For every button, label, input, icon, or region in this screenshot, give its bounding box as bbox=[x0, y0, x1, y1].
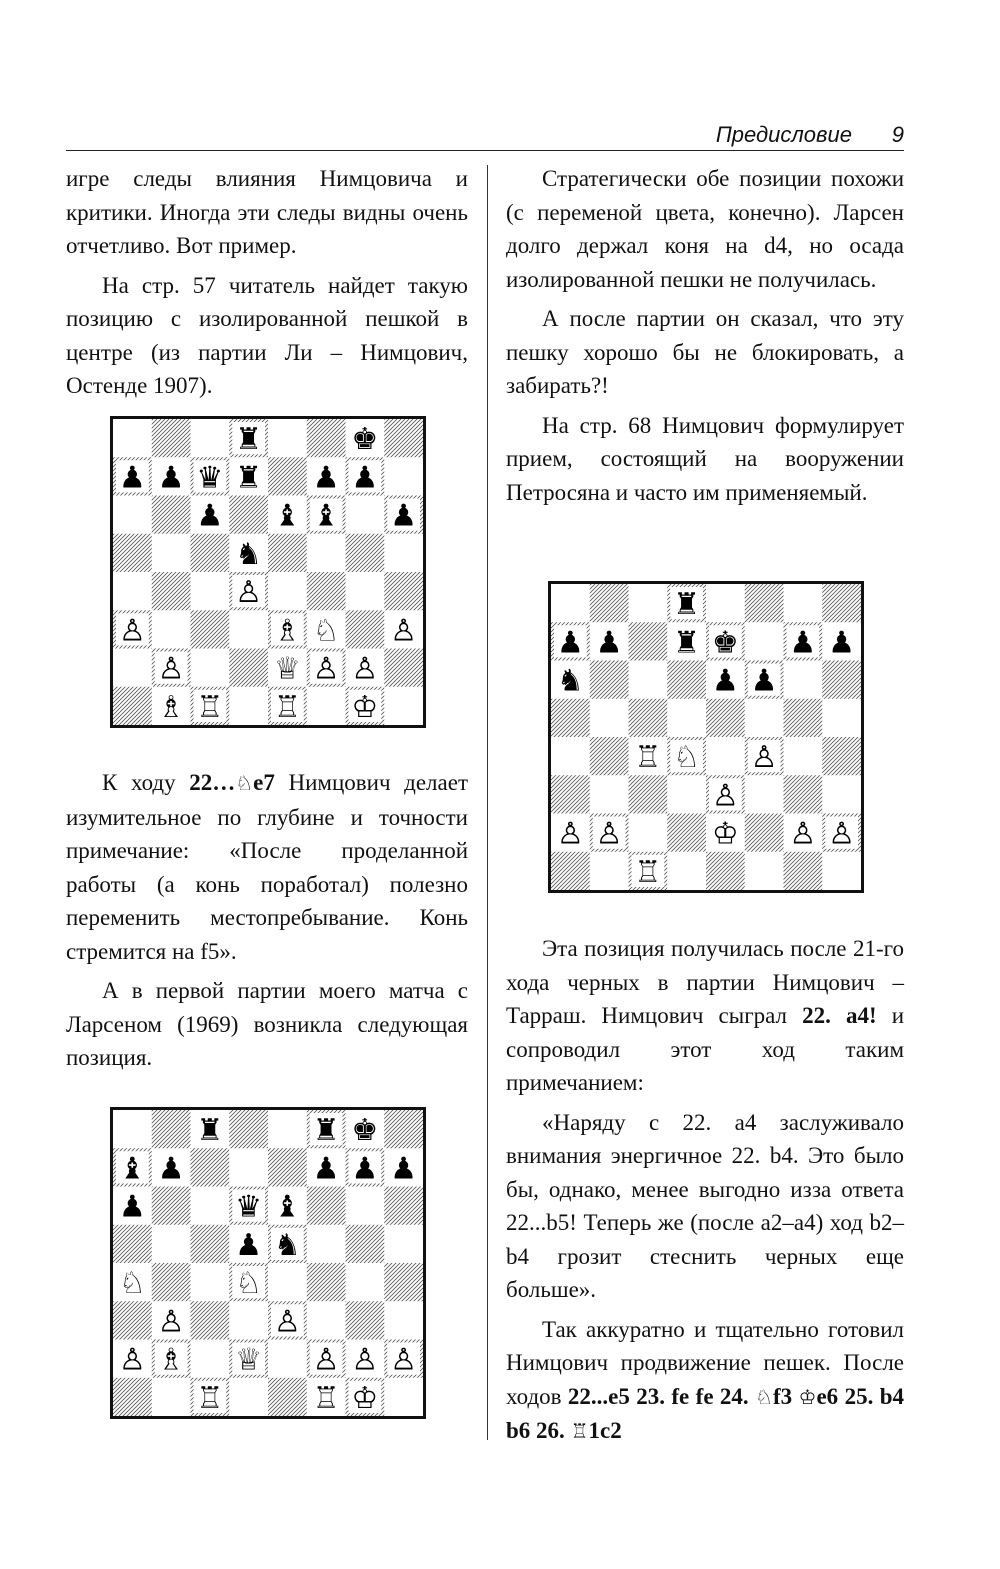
dark-square bbox=[346, 1301, 385, 1339]
dark-square bbox=[113, 1378, 152, 1416]
dark-square bbox=[268, 457, 307, 495]
dark-square bbox=[191, 1225, 230, 1263]
black-rook-icon: ♜ bbox=[196, 1113, 224, 1149]
black-king-icon: ♚ bbox=[351, 1113, 379, 1149]
white-pawn-icon: ♙ bbox=[711, 778, 739, 814]
black-pawn-icon: ♟ bbox=[351, 460, 379, 496]
black-rook-icon: ♜ bbox=[235, 422, 263, 458]
rook-icon: ♖ bbox=[570, 1419, 589, 1443]
white-king-icon: ♔ bbox=[711, 816, 739, 852]
dark-square bbox=[745, 584, 784, 622]
white-pawn-icon: ♙ bbox=[235, 575, 263, 611]
dark-square bbox=[152, 1187, 191, 1225]
dark-square bbox=[784, 775, 823, 813]
paragraph: Стратегически обе позиции похожи (с переменой цвета, конечно). Ларсен долго держал коня на d4, но осада изолированной пешки не получилась. bbox=[506, 166, 904, 292]
white-bishop-icon: ♗ bbox=[157, 1342, 185, 1378]
black-knight-icon: ♞ bbox=[273, 1227, 301, 1263]
dark-square bbox=[384, 1187, 423, 1225]
white-pawn-icon: ♙ bbox=[390, 1342, 418, 1378]
running-head bbox=[66, 118, 904, 151]
king-icon: ♔ bbox=[798, 1384, 817, 1409]
dark-square bbox=[784, 852, 823, 890]
dark-square bbox=[268, 534, 307, 572]
white-king-icon: ♔ bbox=[351, 1380, 379, 1416]
white-pawn-icon: ♙ bbox=[828, 816, 856, 852]
dark-square bbox=[346, 534, 385, 572]
black-pawn-icon: ♟ bbox=[235, 1227, 263, 1263]
white-rook-icon: ♖ bbox=[273, 689, 301, 725]
black-pawn-icon: ♟ bbox=[157, 460, 185, 496]
white-knight-icon: ♘ bbox=[673, 740, 701, 776]
dark-square bbox=[191, 1301, 230, 1339]
paragraph: игре следы влияния Нимцовича и критики. Иногда эти следы видны очень отчетливо. Вот пример. bbox=[66, 166, 468, 258]
left-column-middle bbox=[66, 766, 468, 1081]
black-pawn-icon: ♟ bbox=[118, 460, 146, 496]
black-bishop-icon: ♝ bbox=[118, 1151, 146, 1187]
black-rook-icon: ♜ bbox=[235, 460, 263, 496]
dark-square bbox=[113, 1225, 152, 1263]
chess-diagram-1 bbox=[110, 416, 426, 728]
white-bishop-icon: ♗ bbox=[273, 613, 301, 649]
running-head-title: Предисловие bbox=[715, 122, 852, 147]
dark-square bbox=[629, 699, 668, 737]
white-rook-icon: ♖ bbox=[196, 689, 224, 725]
white-pawn-icon: ♙ bbox=[157, 1304, 185, 1340]
black-pawn-icon: ♟ bbox=[351, 1151, 379, 1187]
paragraph: На стр. 68 Нимцович формулирует прием, состоящий на вооружении Петросяна и часто им применяемый. bbox=[506, 412, 904, 505]
dark-square bbox=[191, 610, 230, 648]
black-pawn-icon: ♟ bbox=[750, 663, 778, 699]
knight-icon: ♘ bbox=[235, 771, 254, 795]
dark-square bbox=[307, 1263, 346, 1301]
paragraph: К ходу 22…♘e7 Нимцович делает изумительное по глубине и точности примечание: «После проделанной работы (а конь поработал) полезно переменить местопребывание. Конь стремится на f5». bbox=[66, 770, 468, 964]
dark-square bbox=[629, 775, 668, 813]
white-pawn-icon: ♙ bbox=[390, 613, 418, 649]
black-pawn-icon: ♟ bbox=[196, 498, 224, 534]
white-rook-icon: ♖ bbox=[634, 854, 662, 890]
chess-diagram-3 bbox=[548, 581, 864, 893]
board-karpov-larsen-svg bbox=[113, 1110, 423, 1416]
dark-square bbox=[784, 699, 823, 737]
black-pawn-icon: ♟ bbox=[595, 625, 623, 661]
white-pawn-icon: ♙ bbox=[789, 816, 817, 852]
paragraph: Эта позиция получилась после 21-го хода черных в партии Нимцович – Тарраш. Нимцович сыграл 22. a4! и сопроводил этот ход таким примечанием: bbox=[506, 936, 904, 1095]
white-pawn-icon: ♙ bbox=[312, 1342, 340, 1378]
dark-square bbox=[268, 1148, 307, 1186]
black-pawn-icon: ♟ bbox=[312, 460, 340, 496]
chess-diagram-2 bbox=[110, 1107, 426, 1419]
black-pawn-icon: ♟ bbox=[556, 625, 584, 661]
black-pawn-icon: ♟ bbox=[312, 1151, 340, 1187]
dark-square bbox=[384, 419, 423, 457]
dark-square bbox=[191, 1148, 230, 1186]
dark-square bbox=[346, 610, 385, 648]
white-queen-icon: ♕ bbox=[235, 1342, 263, 1378]
dark-square bbox=[667, 814, 706, 852]
black-bishop-icon: ♝ bbox=[273, 1189, 301, 1225]
white-pawn-icon: ♙ bbox=[351, 1342, 379, 1378]
dark-square bbox=[384, 572, 423, 610]
dark-square bbox=[551, 775, 590, 813]
black-knight-icon: ♞ bbox=[235, 536, 263, 572]
black-rook-icon: ♜ bbox=[673, 587, 701, 623]
dark-square bbox=[152, 1110, 191, 1148]
dark-square bbox=[384, 1110, 423, 1148]
page-number: 9 bbox=[891, 122, 904, 147]
white-pawn-icon: ♙ bbox=[312, 651, 340, 687]
white-pawn-icon: ♙ bbox=[556, 816, 584, 852]
white-queen-icon: ♕ bbox=[273, 651, 301, 687]
black-pawn-icon: ♟ bbox=[157, 1151, 185, 1187]
board-nimzowitsch-tarrasch-svg bbox=[551, 584, 861, 890]
black-bishop-icon: ♝ bbox=[312, 498, 340, 534]
dark-square bbox=[229, 649, 268, 687]
dark-square bbox=[346, 1225, 385, 1263]
dark-square bbox=[822, 584, 861, 622]
column-divider bbox=[487, 165, 488, 1440]
paragraph: Так аккуратно и тщательно готовил Нимцович продвижение пешек. После ходов 22...e5 23. fe fe 24. ♘f3 ♔e6 25. b4 b6 26. ♖1c2 bbox=[506, 1316, 904, 1443]
dark-square bbox=[152, 419, 191, 457]
black-pawn-icon: ♟ bbox=[390, 498, 418, 534]
black-pawn-icon: ♟ bbox=[390, 1151, 418, 1187]
white-bishop-icon: ♗ bbox=[157, 689, 185, 725]
white-knight-icon: ♘ bbox=[118, 1266, 146, 1302]
white-pawn-icon: ♙ bbox=[157, 651, 185, 687]
dark-square bbox=[307, 419, 346, 457]
dark-square bbox=[590, 661, 629, 699]
paragraph: А в первой партии моего матча с Ларсеном (1969) возникла следующая позиция. bbox=[66, 978, 468, 1070]
black-pawn-icon: ♟ bbox=[118, 1189, 146, 1225]
white-pawn-icon: ♙ bbox=[118, 613, 146, 649]
white-rook-icon: ♖ bbox=[196, 1380, 224, 1416]
dark-square bbox=[551, 699, 590, 737]
dark-square bbox=[384, 649, 423, 687]
black-bishop-icon: ♝ bbox=[273, 498, 301, 534]
dark-square bbox=[551, 852, 590, 890]
dark-square bbox=[745, 814, 784, 852]
black-pawn-icon: ♟ bbox=[828, 625, 856, 661]
black-queen-icon: ♛ bbox=[235, 1189, 263, 1225]
white-pawn-icon: ♙ bbox=[351, 651, 379, 687]
dark-square bbox=[307, 572, 346, 610]
dark-square bbox=[590, 737, 629, 775]
dark-square bbox=[113, 534, 152, 572]
dark-square bbox=[590, 584, 629, 622]
dark-square bbox=[822, 737, 861, 775]
dark-square bbox=[667, 661, 706, 699]
left-column-top bbox=[66, 162, 468, 409]
dark-square bbox=[706, 699, 745, 737]
black-king-icon: ♚ bbox=[351, 422, 379, 458]
black-knight-icon: ♞ bbox=[556, 663, 584, 699]
white-king-icon: ♔ bbox=[351, 689, 379, 725]
dark-square bbox=[229, 496, 268, 534]
black-queen-icon: ♛ bbox=[196, 460, 224, 496]
white-knight-icon: ♘ bbox=[235, 1266, 263, 1302]
white-pawn-icon: ♙ bbox=[273, 1304, 301, 1340]
dark-square bbox=[706, 852, 745, 890]
white-rook-icon: ♖ bbox=[312, 1380, 340, 1416]
black-pawn-icon: ♟ bbox=[789, 625, 817, 661]
white-rook-icon: ♖ bbox=[634, 740, 662, 776]
white-pawn-icon: ♙ bbox=[750, 740, 778, 776]
right-column-top bbox=[506, 162, 904, 515]
dark-square bbox=[152, 496, 191, 534]
knight-icon: ♘ bbox=[755, 1384, 773, 1409]
paragraph: На стр. 57 читатель найдет такую позицию с изолированной пешкой в центре (из партии Ли – Нимцович, Остенде 1907). bbox=[66, 272, 468, 398]
dark-square bbox=[152, 1263, 191, 1301]
dark-square bbox=[384, 1263, 423, 1301]
dark-square bbox=[229, 1110, 268, 1148]
right-column-bottom bbox=[506, 932, 904, 1455]
paragraph: А после партии он сказал, что эту пешку хорошо бы не блокировать, а забирать?! bbox=[506, 306, 904, 398]
dark-square bbox=[268, 1378, 307, 1416]
dark-square bbox=[822, 661, 861, 699]
white-knight-icon: ♘ bbox=[312, 613, 340, 649]
dark-square bbox=[152, 572, 191, 610]
white-pawn-icon: ♙ bbox=[595, 816, 623, 852]
black-king-icon: ♚ bbox=[711, 625, 739, 661]
black-rook-icon: ♜ bbox=[673, 625, 701, 661]
dark-square bbox=[113, 687, 152, 725]
dark-square bbox=[191, 534, 230, 572]
board-li-nimzowitsch-svg bbox=[113, 419, 423, 725]
paragraph: «Наряду с 22. a4 заслуживало внимания энергичное 22. b4. Это было бы, однако, менее выгодно изза ответа 22...b5! Теперь же (после a2–a4) ход b2–b4 грозит стеснить черных еще больше». bbox=[506, 1109, 904, 1302]
dark-square bbox=[307, 1187, 346, 1225]
dark-square bbox=[113, 1301, 152, 1339]
dark-square bbox=[629, 622, 668, 660]
black-rook-icon: ♜ bbox=[312, 1113, 340, 1149]
white-pawn-icon: ♙ bbox=[118, 1342, 146, 1378]
black-pawn-icon: ♟ bbox=[711, 663, 739, 699]
